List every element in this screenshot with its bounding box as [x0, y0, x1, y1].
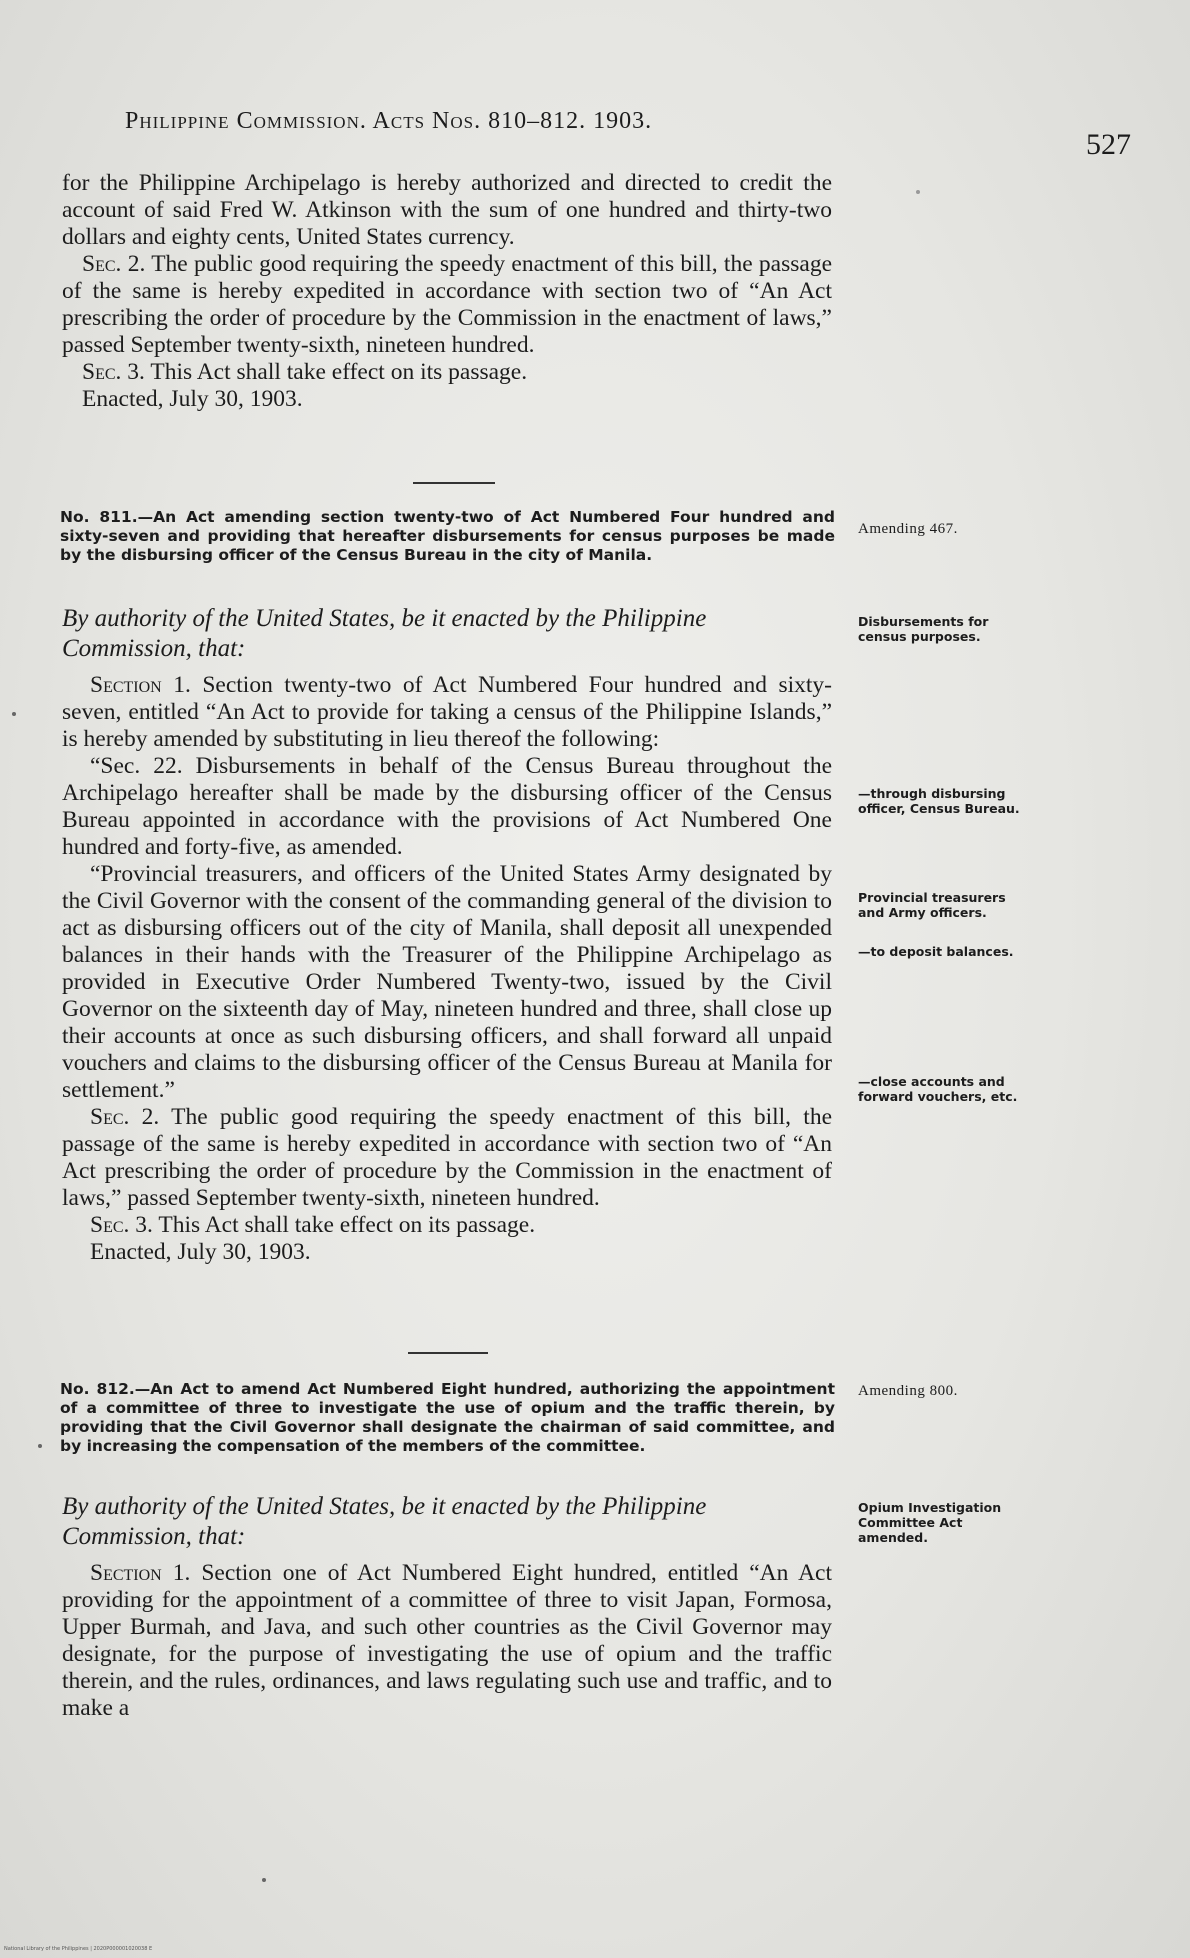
- section-text: This Act shall take effect on its passage.: [144, 359, 528, 385]
- act-811-body: [62, 672, 832, 1266]
- act-810-paragraph: for the Philippine Archipelago is hereby authorized and directed to credit the account of said Fred W. Atkinson with the sum of one hundred and thirty-two dollars and eighty cents, United States currency.: [62, 170, 832, 250]
- section-label: Sec. 3.: [90, 1212, 153, 1238]
- page-number: 527: [1086, 128, 1131, 161]
- act-810-continuation: [62, 170, 832, 413]
- margin-note-amending-467: Amending 467.: [858, 521, 958, 537]
- margin-note-through-disbursing: —through disbursing officer, Census Bureau.: [858, 786, 1020, 816]
- section-label: Section 1.: [90, 672, 191, 698]
- scan-speck: [262, 1878, 266, 1882]
- margin-note-opium-committee: Opium Investigation Committee Act amended.: [858, 1500, 1002, 1545]
- act-811-quoted-provincial: “Provincial treasurers, and officers of the United States Army designated by the Civil Governor with the consent of the commanding general of the division to act as disbursing officers out of the city of Manila, shall deposit all unexpended balances in their hands with the Treasurer of the Philippine Archipelago as provided in Executive Order Numbered Twenty-two, issued by the Civil Governor on the sixteenth day of May, nineteen hundred and three, shall close up their accounts at once as such disbursing officers, and shall forward all unpaid vouchers and claims to the disbursing officer of the Census Bureau at Manila for settlement.”: [62, 861, 832, 1103]
- section-text: Section twenty-two of Act Numbered Four hundred and sixty-seven, entitled “An Act to provide for taking a census of the Philippine Islands,” is hereby amended by substituting in lieu thereof the following:: [62, 672, 832, 752]
- section-text: The public good requiring the speedy enactment of this bill, the passage of the same is hereby expedited in accordance with section two of “An Act prescribing the order of procedure by the Commission in the enactment of laws,” passed September twenty-sixth, nineteen hundred.: [62, 1104, 833, 1211]
- act-812-section-1: [62, 1560, 832, 1722]
- scan-speck: [916, 190, 920, 194]
- section-label: Section 1.: [90, 1560, 191, 1586]
- act-811-section-2: [62, 1104, 832, 1212]
- act-811-section-1: [62, 672, 832, 753]
- scan-speck: [38, 1444, 42, 1448]
- section-divider: [408, 1352, 488, 1354]
- act-810-section-2: [62, 251, 832, 359]
- margin-note-disbursements: Disbursements for census purposes.: [858, 614, 989, 644]
- running-header: Philippine Commission. Acts Nos. 810–812. 1903.: [125, 108, 653, 134]
- section-text: The public good requiring the speedy enactment of this bill, the passage of the same is hereby expedited in accordance with section two of “An Act prescribing the order of procedure by the Commission in the enactment of laws,” passed September twenty-sixth, nineteen hundred.: [62, 251, 833, 358]
- margin-note-close-accounts: —close accounts and forward vouchers, etc.: [858, 1074, 1018, 1104]
- section-text: Section one of Act Numbered Eight hundred, entitled “An Act providing for the appointment of a committee of three to visit Japan, Formosa, Upper Burmah, and Java, and such other countries as the Civil Governor may designate, for the purpose of investigating the use of opium and the traffic therein, and the rules, ordinances, and laws regulating such use and traffic, and to make a: [62, 1560, 833, 1721]
- act-811-section-3: [62, 1212, 832, 1239]
- section-label: Sec. 2.: [82, 251, 146, 277]
- section-label: Sec. 3.: [82, 359, 145, 385]
- act-811-quoted-sec-22: “Sec. 22. Disbursements in behalf of the Census Bureau throughout the Archipelago hereafter shall be made by the disbursing officer of the Census Bureau appointed in accordance with the provisions of Act Numbered One hundred and forty-five, as amended.: [62, 753, 832, 860]
- act-812-enacting-clause: By authority of the United States, be it enacted by the Philippine Commission, that:: [62, 1493, 707, 1550]
- act-811-title: No. 811.—An Act amending section twenty-two of Act Numbered Four hundred and sixty-seven and providing that hereafter disbursements for census purposes be made by the disbursing officer of the Census Bureau in the city of Manila.: [60, 508, 835, 564]
- act-812-body: [62, 1560, 832, 1722]
- act-811-enacting-clause: By authority of the United States, be it enacted by the Philippine Commission, that:: [62, 605, 707, 662]
- scan-speck: [12, 712, 16, 716]
- section-divider: [413, 482, 495, 484]
- scan-credit: National Library of the Philippines | 2020P000001020038 E: [4, 1946, 153, 1952]
- section-text: This Act shall take effect on its passage.: [152, 1212, 536, 1238]
- act-812-title: No. 812.—An Act to amend Act Numbered Eight hundred, authorizing the appointment of a committee of three to investigate the use of opium and the traffic therein, by providing that the Civil Governor shall designate the chairman of said committee, and by increasing the compensation of the members of the committee.: [60, 1380, 835, 1455]
- margin-note-amending-800: Amending 800.: [858, 1383, 958, 1399]
- section-label: Sec. 2.: [90, 1104, 160, 1130]
- act-811-enacted-date: Enacted, July 30, 1903.: [90, 1239, 311, 1265]
- act-810-enacted-date: Enacted, July 30, 1903.: [82, 386, 303, 412]
- act-810-section-3: [62, 359, 832, 386]
- margin-note-deposit-balances: —to deposit balances.: [858, 944, 1014, 959]
- margin-note-provincial-treasurers: Provincial treasurers and Army officers.: [858, 890, 1006, 920]
